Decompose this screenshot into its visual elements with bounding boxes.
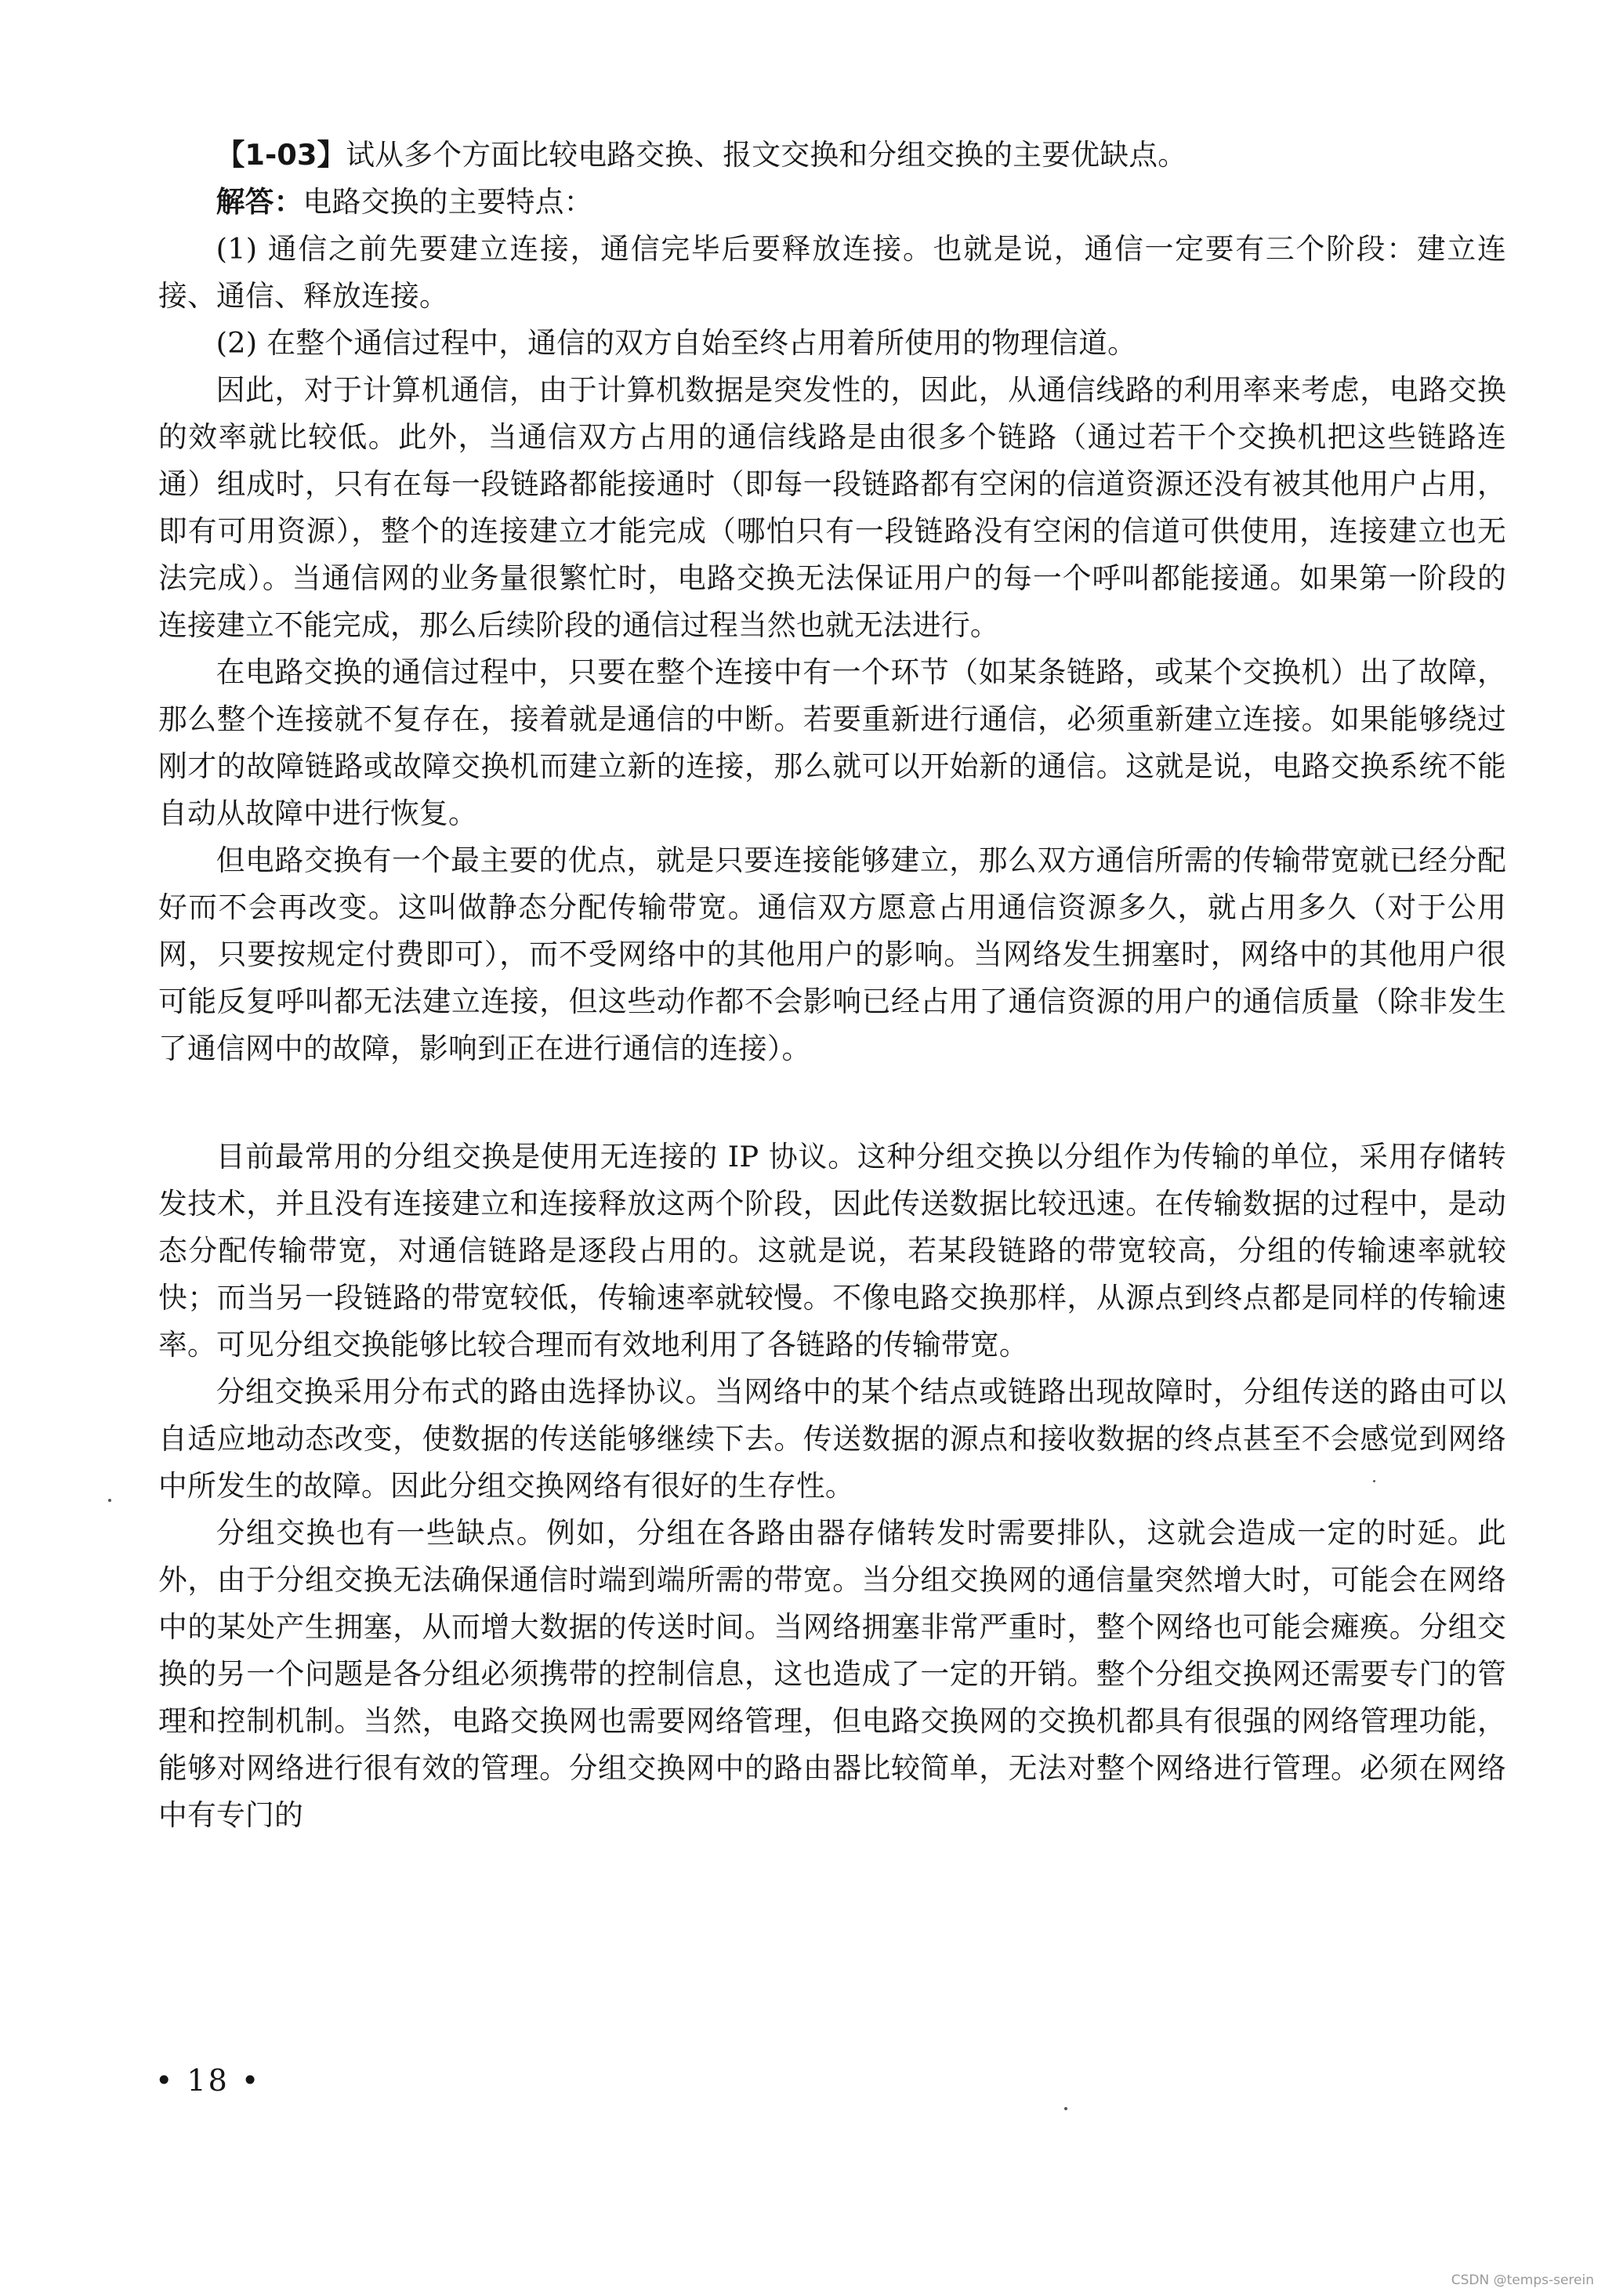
answer-line (158, 179, 1506, 226)
answer-intro: 电路交换的主要特点： (303, 185, 593, 219)
watermark: CSDN @temps-serein (1451, 2272, 1594, 2288)
question-number: 【1-03】 (216, 138, 346, 172)
paragraph-packet-switching: 目前最常用的分组交换是使用无连接的 IP 协议。这种分组交换以分组作为传输的单位，采用存储转发技术，并且没有连接建立和连接释放这两个阶段，因此传送数据比较迅速。在传输数据的过程中，是动态分配传输带宽，对通信链路是逐段占用的。这就是说，若某段链路的带宽较高，分组的传输速率就较快；而当另一段链路的带宽较低，传输速率就较慢。不像电路交换那样，从源点到终点都是同样的传输速率。可见分组交换能够比较合理而有效地利用了各链路的传输带宽。 (158, 1140, 1506, 1362)
scan-speck (108, 1499, 111, 1502)
answer-label: 解答： (216, 185, 303, 219)
paragraph-drawbacks: 分组交换也有一些缺点。例如，分组在各路由器存储转发时需要排队，这就会造成一定的时延。此外，由于分组交换无法确保通信时端到端所需的带宽。当分组交换网的通信量突然增大时，可能会在网络中的某处产生拥塞，从而增大数据的传送时间。当网络拥塞非常严重时，整个网络也可能会瘫痪。分组交换的另一个问题是各分组必须携带的控制信息，这也造成了一定的开销。整个分组交换网还需要专门的管理和控制机制。当然，电路交换网也需要网络管理，但电路交换网的交换机都具有很强的网络管理功能，能够对网络进行很有效的管理。分组交换网中的路由器比较简单，无法对整个网络进行管理。必须在网络中有专门的 (158, 1516, 1506, 1832)
paragraph-efficiency: 因此，对于计算机通信，由于计算机数据是突发性的，因此，从通信线路的利用率来考虑，电路交换的效率就比较低。此外，当通信双方占用的通信线路是由很多个链路（通过若干个交换机把这些链路连通）组成时，只有在每一段链路都能接通时（即每一段链路都有空闲的信道资源还没有被其他用户占用，即有可用资源），整个的连接建立才能完成（哪怕只有一段链路没有空闲的信道可供使用，连接建立也无法完成）。当通信网的业务量很繁忙时，电路交换无法保证用户的每一个呼叫都能接通。如果第一阶段的连接建立不能完成，那么后续阶段的通信过程当然也就无法进行。 (158, 373, 1506, 642)
page-content (158, 132, 1506, 1839)
scan-speck (1064, 2107, 1067, 2110)
paragraph-advantage: 但电路交换有一个最主要的优点，就是只要连接能够建立，那么双方通信所需的传输带宽就已经分配好而不会再改变。这叫做静态分配传输带宽。通信双方愿意占用通信资源多久，就占用多久（对于公用网，只要按规定付费即可），而不受网络中的其他用户的影响。当网络发生拥塞时，网络中的其他用户很可能反复呼叫都无法建立连接，但这些动作都不会影响已经占用了通信资源的用户的通信质量（除非发生了通信网中的故障，影响到正在进行通信的连接）。 (158, 843, 1506, 1065)
scan-speck (1373, 1480, 1375, 1482)
paragraph-routing: 分组交换采用分布式的路由选择协议。当网络中的某个结点或链路出现故障时，分组传送的路由可以自适应地动态改变，使数据的传送能够继续下去。传送数据的源点和接收数据的终点甚至不会感觉到网络中所发生的故障。因此分组交换网络有很好的生存性。 (158, 1375, 1506, 1503)
page-number: • 18 • (155, 2063, 262, 2098)
section-gap (158, 1072, 1506, 1133)
feature-point-1: (1) 通信之前先要建立连接，通信完毕后要释放连接。也就是说，通信一定要有三个阶段：建立连接、通信、释放连接。 (158, 232, 1506, 313)
feature-point-2: (2) 在整个通信过程中，通信的双方自始至终占用着所使用的物理信道。 (216, 326, 1137, 360)
question-line (158, 132, 1506, 179)
question-text: 试从多个方面比较电路交换、报文交换和分组交换的主要优缺点。 (346, 138, 1187, 172)
paragraph-failure: 在电路交换的通信过程中，只要在整个连接中有一个环节（如某条链路，或某个交换机）出了故障，那么整个连接就不复存在，接着就是通信的中断。若要重新进行通信，必须重新建立连接。如果能够绕过刚才的故障链路或故障交换机而建立新的连接，那么就可以开始新的通信。这就是说，电路交换系统不能自动从故障中进行恢复。 (158, 655, 1506, 830)
